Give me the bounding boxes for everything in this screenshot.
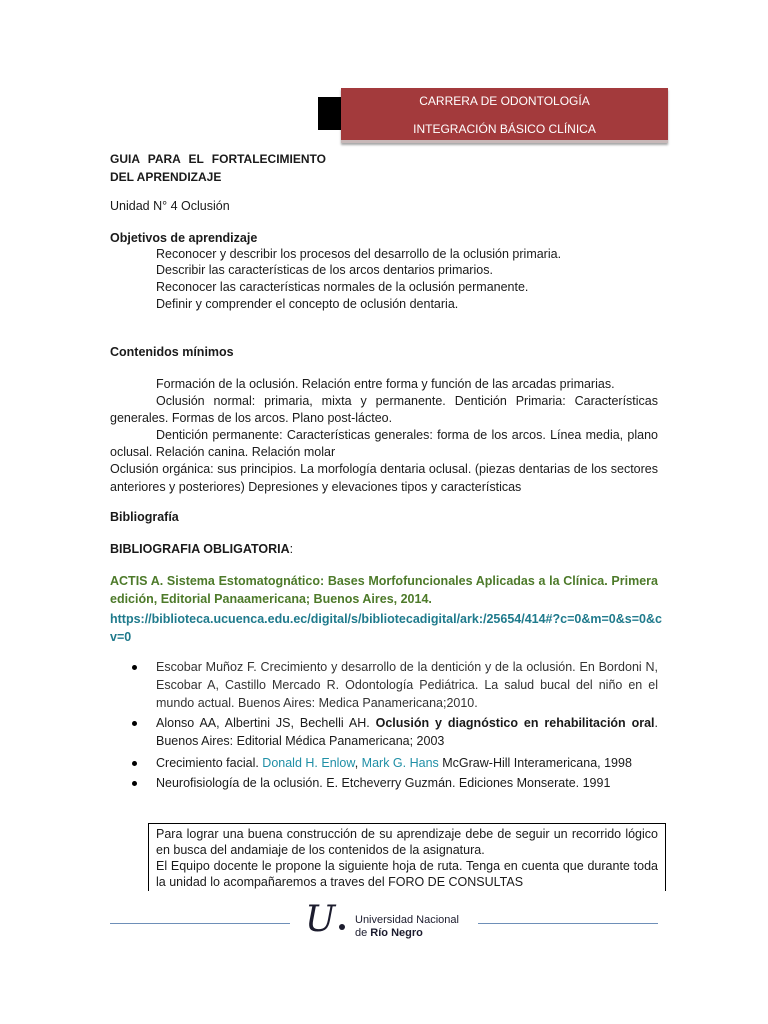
contents-paragraph-4: Oclusión orgánica: sus principios. La morfología dentaria oclusal. (piezas dentarias de los sectores anteriores y posteriores) Depresiones y elevaciones tipos y características xyxy=(110,462,658,494)
list-item xyxy=(110,714,658,750)
bibliography-heading: Bibliografía xyxy=(110,510,179,524)
notice-paragraph-1: Para lograr una buena construcción de su aprendizaje debe de seguir un recorrido lógico en busca del andamiaje de los contenidos de la asignatura. xyxy=(156,827,658,857)
university-name-line1: Universidad Nacional xyxy=(355,914,459,926)
objective-item: Reconocer las características normales de la oclusión permanente. xyxy=(156,280,529,294)
contents-paragraph-3: Dentición permanente: Características generales: forma de los arcos. Línea media, plano oclusal. Relación canina. Relación molar xyxy=(110,428,658,459)
reference-escobar: Escobar Muñoz F. Crecimiento y desarrollo de la dentición y de la oclusión. En Bordoni N, Escobar A, Castillo Mercado R. Odontología Pediátrica. La salud bucal del niño en el mundo actual. Buenos Aires: Medica Panamericana;2010. xyxy=(156,660,658,710)
mandatory-bibliography-heading xyxy=(110,541,293,557)
author-link-enlow[interactable]: Donald H. Enlow xyxy=(262,756,355,770)
university-name xyxy=(355,914,459,940)
mandatory-bibliography-label: BIBLIOGRAFIA OBLIGATORIA xyxy=(110,542,290,556)
guide-title xyxy=(110,150,326,186)
reference-neurofisiologia: Neurofisiología de la oclusión. E. Etcheverry Guzmán. Ediciones Monserate. 1991 xyxy=(156,776,611,790)
footer-divider-left xyxy=(110,923,290,924)
university-name-line2 xyxy=(355,927,459,940)
contents-paragraph-1: Formación de la oclusión. Relación entre forma y función de las arcadas primarias. xyxy=(156,377,615,391)
bibliography-list xyxy=(110,658,658,794)
university-name-prefix: de xyxy=(355,927,371,939)
author-link-hans[interactable]: Mark G. Hans xyxy=(361,756,439,770)
reference-alonso-publisher: . Buenos Aires: Editorial Médica Panamericana; 2003 xyxy=(156,716,659,748)
contents-heading: Contenidos mínimos xyxy=(110,345,234,359)
header-decoration-block xyxy=(318,97,342,130)
reference-crecimiento-title: Crecimiento facial. xyxy=(156,756,263,770)
reference-alonso-title: Oclusión y diagnóstico en rehabilitación oral xyxy=(375,716,655,730)
university-name-region: Río Negro xyxy=(370,927,423,939)
objectives-heading: Objetivos de aprendizaje xyxy=(110,231,258,245)
list-item xyxy=(110,774,658,792)
university-logo-dot xyxy=(339,924,345,930)
objective-item: Reconocer y describir los procesos del desarrollo de la oclusión primaria. xyxy=(156,247,562,261)
guide-title-line1: GUIA PARA EL FORTALECIMIENTO xyxy=(110,152,326,166)
mandatory-bibliography-colon: : xyxy=(289,542,294,556)
list-item xyxy=(110,658,658,712)
contents-paragraph-2: Oclusión normal: primaria, mixta y permanente. Dentición Primaria: Características generales. Formas de los arcos. Plano post-lácteo. xyxy=(110,394,658,425)
reference-alonso-authors: Alonso AA, Albertini JS, Bechelli AH. xyxy=(156,716,376,730)
objective-item: Definir y comprender el concepto de oclusión dentaria. xyxy=(156,297,459,311)
bullet-icon xyxy=(132,781,137,786)
bullet-icon xyxy=(132,721,137,726)
career-name: CARRERA DE ODONTOLOGÍA xyxy=(419,94,590,108)
header-banner xyxy=(341,88,668,143)
bullet-icon xyxy=(132,761,137,766)
guide-title-line2: DEL APRENDIZAJE xyxy=(110,170,222,184)
university-logo-letter: U xyxy=(305,899,336,940)
bullet-icon xyxy=(132,665,137,670)
reference-crecimiento-publisher: McGraw-Hill Interamericana, 1998 xyxy=(438,756,632,770)
notice-box xyxy=(148,823,666,891)
footer-divider-right xyxy=(478,923,658,924)
list-item xyxy=(110,754,658,772)
university-logo xyxy=(305,899,475,944)
author-separator: , xyxy=(354,756,362,770)
unit-title: Unidad N° 4 Oclusión xyxy=(110,199,230,213)
subject-name: INTEGRACIÓN BÁSICO CLÍNICA xyxy=(413,122,596,136)
notice-paragraph-2: El Equipo docente le propone la siguiente hoja de ruta. Tenga en cuenta que durante toda la unidad lo acompañaremos a traves del FORO DE CONSULTAS xyxy=(156,859,658,889)
main-reference: ACTIS A. Sistema Estomatognático: Bases Morfofuncionales Aplicadas a la Clínica. Primera edición, Editorial Panaamericana; Buenos Aires, 2014. xyxy=(110,574,658,606)
objective-item: Describir las características de los arcos dentarios primarios. xyxy=(156,263,493,277)
main-reference-link[interactable]: https://biblioteca.ucuenca.edu.ec/digital/s/bibliotecadigital/ark:/25654/414#?c=0&m=0&s=0&cv=0 xyxy=(110,612,662,644)
